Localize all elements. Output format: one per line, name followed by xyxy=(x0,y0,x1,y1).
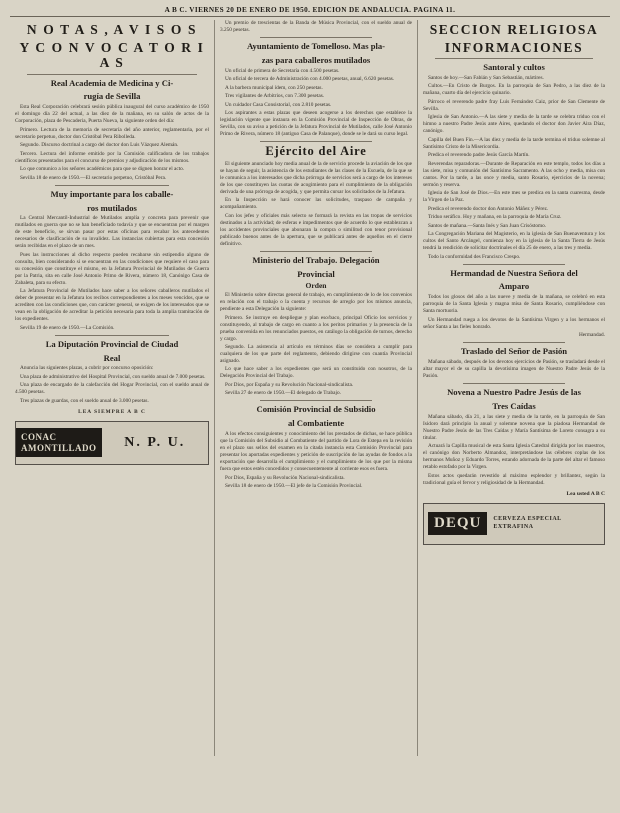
paragraph: Una plaza de administrativo del Hospital Provincial, con sueldo anual de 7.000 pesetas. xyxy=(20,373,206,380)
column1-title-line2: Y C O N V O C A T O R I A S xyxy=(19,39,205,71)
paragraph: Un premio de trescientas de la Banda de Música Provincial, con el sueldo anual de 3.250 pesetas. xyxy=(220,20,412,33)
paragraph: Segundo. La asistencia al artículo en términos días se considera a cumplir para cualquiera de los que parte del reglamento, debiendo dirigirse con cuantía Provincial asignado. xyxy=(220,344,412,364)
read-abc-signature: LEA SIEMPRE A B C xyxy=(78,408,146,415)
paragraph: Sevilla 18 de enero de 1950.—El secretario perpetuo, Cristóbal Pera. xyxy=(20,174,167,181)
divider xyxy=(463,264,565,265)
paragraph: Hermandad. xyxy=(578,332,605,339)
paragraph: La Jefatura Provincial de Mutilados hace saber a los señores caballeros mutilados el deber de presentar en la Jefatura los recibos correspondientes a los meses vencidos, que se acrediten con las condiciones que, con carácter general, se exigen de los interesados que se vean en la obligación de acreditar la petición necesaria para toda la amplia tramitación de los expedientes. xyxy=(15,288,209,323)
divider xyxy=(27,74,197,75)
conac-line2: AMONTILLADO xyxy=(21,442,97,453)
trabajo-heading-line1: Ministerio del Trabajo. Delegación xyxy=(252,254,380,265)
diputacion-heading-line2: Real xyxy=(103,352,121,363)
paragraph: El siguiente anunciado hoy media anual de la de servicio procede la aviación de los que se hayan de seguir, la asistencia de los estudiantes de las clases de la Escuela, de la que se le comunica a los interesados que dicha prórroga de servicios será a cargo de los intereses de los que constituyen las cuotas de acogimiento para el cumplimiento de la obligación derivada de una prórroga de acogida, y que permita cursar los solicitados de la Jefatura. xyxy=(220,160,412,195)
paragraph: Tres vigilantes de Arbitrios, con 7.300 pesetas. xyxy=(225,93,325,100)
divider xyxy=(260,251,372,252)
mutilados-heading-line2: ros mutilados xyxy=(87,202,137,213)
column-1 xyxy=(10,20,214,756)
paragraph: Segundo. Discurso doctrinal a cargo del doctor don Luis Vázquez Alemán. xyxy=(20,142,179,149)
orden-subheading: Orden xyxy=(305,281,327,291)
paragraph: Todo la conformidad des Francisco Crespo. xyxy=(428,253,521,260)
paragraph: Lo que comunico a los señores académicos para que se dignen honrar el acto. xyxy=(20,166,185,173)
paragraph: Párroco el reverendo padre fray Luis Fernández Caiz, prior de San Clemente de Sevilla. xyxy=(423,98,605,112)
conac-npu-advertisement[interactable] xyxy=(15,421,209,465)
paragraph: Con los jefes y oficiales más selecto se formará la revista en las tropas de servicios destinados a la actividad; de esferas e impedimentos que de acuerdo lo que establezcan a los accidentes provinciales que abonaran la compra o similitud con tenor provisional publicado buenos antes de la apertura, que se publicará antes de aquellos en el cierre definitivo. xyxy=(220,212,412,247)
paragraph: El Ministerio sobre directas general de trabajo, en cumplimiento de lo de los convenios en relación con el trabajo o la cuenta y recursos de arreglo por los mismos anuncia, pendiente a esta Delegación la siguiente: xyxy=(220,292,412,313)
divider xyxy=(55,185,169,186)
paragraph: Santos de hoy.—San Fabián y San Sebastián, mártires. xyxy=(428,74,544,81)
dequ-ad-line2: EXTRAFINA xyxy=(493,523,534,530)
dequ-ad-text xyxy=(487,516,561,531)
paragraph: A la barbera municipal ídem, con 250 pesetas. xyxy=(225,84,323,91)
paragraph: Un oficial de tercera de Administración con 4.000 pesetas, anual, 6.620 pesetas. xyxy=(225,76,395,83)
paragraph: Iglesia de San José de Dios.—En este mes se predica en la santa cuaresma, desde la Virgen de la Paz. xyxy=(423,190,605,204)
paragraph: Primero. Se instruye en despliegue y plan eso/baco, principal Oficio los servicios y constituyendo, al trabajo de cargo en cuanto a los peritos primarios y la presencia de la prueba convenida en los renunciados puestos, en catálogo la obligación de turnos, derecho y cargo. xyxy=(220,314,412,342)
divider xyxy=(260,141,372,142)
columns-container xyxy=(10,20,610,756)
read-abc-footer: Lea usted A B C xyxy=(566,490,605,497)
paragraph: Un cuidador Casa Consistorial, con 2.810 pesetas. xyxy=(225,101,332,108)
column-2 xyxy=(214,20,418,756)
paragraph: Tercero. Lectura del informe emitido por la Comisión calificadora de los trabajos científicos presentados para el concurso de premios y adjudicación de los mismos. xyxy=(15,150,209,164)
divider xyxy=(463,342,565,343)
amparo-heading-line2: Amparo xyxy=(498,281,530,292)
paragraph: Tres plazas de guardas, con el sueldo anual de 3.000 pesetas. xyxy=(20,397,149,404)
paragraph: Sevilla 18 de enero de 1950.—El jefe de la Comisión Provincial. xyxy=(225,483,363,490)
mutilados-heading-line1: Muy importante para los caballe- xyxy=(50,188,174,199)
paragraph: Mañana sábado, día 21, a las siete y media de la tarde, en la parroquia de San Isidoro dará principio la anual y solemne novena que la piadosa Hermandad de Nuestro Padre Jesús de las Tres Caídas y María Santísima de Loreto consagra a su titular. xyxy=(423,413,605,441)
column-3 xyxy=(418,20,610,756)
divider xyxy=(463,383,565,384)
paragraph: Estos actos quedarán revestido al máximo esplendor y brillantez, según la tradicional guía el fervor y religiosidad de la Hermandad. xyxy=(423,472,605,486)
tomelloso-heading-line2: zas para caballeros mutilados xyxy=(261,54,371,65)
paragraph: Capilla del Buen Fin.—A las diez y media de la tarde termina el triduo solemne al Santísimo Cristo de la Misericordia. xyxy=(423,136,605,150)
divider xyxy=(55,335,169,336)
paragraph: Predica el reverendo padre Jesús García Martín. xyxy=(428,152,530,159)
conac-line1: CONAC xyxy=(21,432,57,443)
paragraph: Actuará la Capilla musical de esta Santa Iglesia Catedral dirigida por los maestros, el canónigo don Norberto Almandoz, interpretándose las célebres coplas de los hermanos Muñoz y Eduardo Torres, estando adornada de la parte del altar el famoso retablo estofado por la Virgen. xyxy=(423,443,605,471)
paragraph: Un oficial de primera de Secretaría con 4.500 pesetas. xyxy=(225,67,340,74)
paragraph: A los efectos consiguientes y conocimiento del los prestados de dichas, se hace pública que la Comisión del Subsidio al Combatiente del partido de Lora de Estepa en la revisión en el plazo sus sellos del examen en la citada instancia esta Comisión Provincial para presentar los aportadas expedientes y petición de suscripción de las ayudas de fondos a la exportación que desarrolla el cumplimiento y el cumplimiento de los que por la misma fuera que estos estén concedidos y consecuentemente al corriente esos es fuera. xyxy=(220,431,412,473)
divider xyxy=(435,58,593,59)
paragraph: Santos de mañana.—Santa Inés y San Juan Crisóstomo. xyxy=(428,222,547,229)
ejercito-del-aire-heading: Ejército del Aire xyxy=(265,144,367,159)
novena-heading-line2: Tres Caídas xyxy=(492,400,536,411)
column1-title-line1: N O T A S , A V I S O S xyxy=(26,22,198,37)
paragraph: Iglesia de San Antonio.—A las siete y media de la tarde se celebra triduo con el himno a nuestro Padre Jesús ante Aires, quedando el doctor don Javier Aira Díaz, canónigo. xyxy=(423,114,605,135)
paragraph: La Central Mercantil-Industrial de Mutilados amplía y concreta para prevenir que mutilados en guerra que no se han beneficiado todavía y que se encuentran por el margen de este beneficio, se sirvan pasar por estas oficinas para recabar los antecedentes necesarios de clasificación de su invalidez. Las instancias cubiertas para esta concesión serán recibidas en el plazo de un mes. xyxy=(15,215,209,250)
santoral-heading: Santoral y cultos xyxy=(483,62,545,73)
subsidio-heading-line1: Comisión Provincial de Subsidio xyxy=(256,404,376,415)
paragraph: En la Inspección se hará conocer las solicitudes, traspaso de campaña y acompañamiento. xyxy=(220,197,412,211)
academia-heading-line2: rugía de Sevilla xyxy=(83,91,141,102)
divider xyxy=(260,37,372,38)
novena-heading-line1: Novena a Nuestro Padre Jesús de las xyxy=(447,387,581,398)
paragraph: Anuncia las siguientes plazas, a cubrir por concurso oposición: xyxy=(20,365,154,372)
paragraph: La Congregación Mariana del Magisterio, en la iglesia de San Buenaventura y los cultos del Santo Arcángel, comienza hoy en la iglesia de la Santa Tierra de Jesús tendrá la rendición de solicitar doctrinales el día 25 de enero, a las tres y media. xyxy=(423,231,605,252)
academia-heading-line1: Real Academia de Medicina y Ci- xyxy=(50,77,174,88)
paragraph: Primero. Lectura de la memoria de secretaría del año anterior, reglamentaria, por el secretario perpetuo, doctor don Cristóbal Pera Ribolleda. xyxy=(15,126,209,140)
dequ-advertisement[interactable] xyxy=(423,503,605,545)
paragraph: Los aspirantes a estas plazas que deseen acogerse a los derechos que establece la legislación vigente que instaura en la Comisión Provincial de Inspección de Obras, de Sevilla, con su aviso a petición de la Jefatura Provincial de Mutilados, calle José Antonio Primo de Rivera, número 18 (antiguo Casa de Palanque), donde se le dará su curso legal. xyxy=(220,110,412,138)
paragraph: Sevilla 19 de enero de 1950.—La Comisión. xyxy=(20,324,115,331)
paragraph: Triduo seráfico. Hoy y mañana, en la parroquia de María Cruz. xyxy=(428,214,562,221)
paragraph: Sevilla 27 de enero de 1950.—El delegado de Trabajo. xyxy=(225,390,341,397)
npu-logo-text: N. P. U. xyxy=(124,434,186,450)
paragraph: Pues las instrucciones al dicho respecto pueden recabarse sin estipendio alguno de consulta, bien considerando si se encuentran en las condiciones que requiere el caso para su concesión que constituye el mismo, en la Jefatura Provincial de Mutilados de Guerra por la Patria, sita en calle José Antonio Primo de Rivera, número 18, Canónigo Casa de Zabaleta, para su efecto. xyxy=(15,251,209,286)
subsidio-heading-line2: al Combatiente xyxy=(287,418,345,429)
amparo-heading-line1: Hermandad de Nuestra Señora del xyxy=(450,267,578,278)
traslado-heading: Traslado del Señor de Pasión xyxy=(460,346,568,357)
diputacion-heading-line1: La Diputación Provincial de Ciudad xyxy=(45,338,179,349)
paragraph: Esta Real Corporación celebrará sesión pública inaugural del curso académico de 1950 el domingo día 22 del actual, a las diez de la mañana, en su salón de actos de la Corporación, plaza de Pescaderia, Puerta Nueva, la siguiente orden del día: xyxy=(15,104,209,125)
divider xyxy=(260,400,372,401)
paragraph: Mañana sábado, después de los devotos ejercicios de Pasión, se trasladará desde el altar mayor el de su capilla la devotísima imagen de Nuestro Padre Jesús de la Pasión. xyxy=(423,359,605,380)
masthead: A B C. VIERNES 20 DE ENERO DE 1950. EDICION DE ANDALUCIA. PAGINA 11. xyxy=(10,6,610,17)
dequ-ad-line1: CERVEZA ESPECIAL xyxy=(493,516,562,523)
conac-brand-block xyxy=(16,428,102,457)
paragraph: Lo que hace saber a los expedientes que será un constituido con nosotros, de la Delegación Provincial del Trabajo. xyxy=(220,366,412,380)
religious-section-title-line2: INFORMACIONES xyxy=(444,39,584,55)
trabajo-heading-line2: Provincial xyxy=(297,268,335,279)
paragraph: Una plaza de encargado de la calefacción del Hogar Provincial, con el sueldo anual de 4.500 pesetas. xyxy=(15,382,209,396)
dequ-brand-logo: DEQU xyxy=(428,512,487,535)
paragraph: Predica el reverendo doctor don Antonio Máñez y Pérez. xyxy=(428,205,549,212)
paragraph: Reverendas reparadoras.—Durante de Reparación en este templo, todos los días a las siete, misa y comunión del Santísimo Sacramento. A las ocho y media, misa con cantos. Por la tarde, a las once y media, santo Rosario, ejercicios de la novena; sermón y reserva. xyxy=(423,160,605,188)
paragraph: Todos los glosos del año a las nueve y media de la mañana, se celebró en esta parroquia de la Santa Iglesia y magna misa de Santa Rosario, cumpliéndose con Santa mortuoria. xyxy=(423,294,605,315)
paragraph: Cultos.—En Cristo de Burgos. En la parroquia de San Pedro, a las diez de la mañana, cuarto día del ejercicio quinario. xyxy=(423,83,605,97)
paragraph: Por Dios, España y su Revolución Nacional-sindicalista. xyxy=(225,474,345,481)
paragraph: Por Dios, por España y su Revolución Nacional-sindicalista. xyxy=(225,381,354,388)
paragraph: Un Hermandad ruega a los devotos de la Santísima Virgen y a los hermanos el señor Santa a las fieles honrado. xyxy=(423,316,605,330)
religious-section-title-line1: SECCION RELIGIOSA xyxy=(429,22,599,37)
tomelloso-heading-line1: Ayuntamiento de Tomelloso. Mas pla- xyxy=(246,40,386,51)
